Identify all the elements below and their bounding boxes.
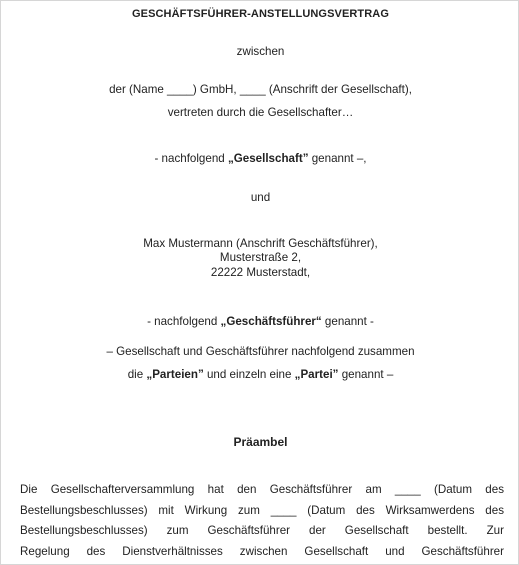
party2-name: Max Mustermann (Anschrift Geschäftsführer), <box>143 237 378 250</box>
party1-ref-prefix: - nachfolgend <box>154 152 228 165</box>
preamble-paragraph <box>20 480 504 562</box>
party2-ref-term: „Geschäftsführer“ <box>220 315 322 328</box>
and-text: und <box>250 191 271 204</box>
joint-prefix: die <box>127 368 147 381</box>
preamble-line: Die Gesellschafterversammlung hat den Geschäftsführer am ____ (Datum des <box>20 483 504 496</box>
document-title: GESCHÄFTSFÜHRER-ANSTELLUNGSVERTRAG <box>131 8 389 20</box>
party2-city: 22222 Musterstadt, <box>210 266 311 279</box>
between-text: zwischen <box>236 45 285 58</box>
party2-ref-prefix: - nachfolgend <box>147 315 221 328</box>
party2-street: Musterstraße 2, <box>219 251 302 264</box>
preamble-line: Bestellungsbeschlusses) mit Wirkung zum ____ (Datum des Wirksamwerdens des <box>20 503 504 517</box>
partei-term: „Partei” <box>294 368 339 381</box>
joint-middle: und einzeln eine <box>203 368 295 381</box>
preamble-heading: Präambel <box>233 435 288 449</box>
party1-reference <box>1 151 519 166</box>
joint-line1: – Gesellschaft und Geschäftsführer nachfolgend zusammen <box>106 345 415 358</box>
joint-line2 <box>1 367 519 382</box>
preamble-line: Regelung des Dienstverhältnisses zwischen Gesellschaft und Geschäftsführer <box>20 544 504 558</box>
joint-suffix: genannt – <box>338 368 394 381</box>
preamble-line: Bestellungsbeschlusses) zum Geschäftsführer der Gesellschaft bestellt. Zur <box>20 524 504 537</box>
party2-reference <box>1 314 519 329</box>
party1-ref-suffix: genannt –, <box>308 152 367 165</box>
party1-ref-term: „Gesellschaft” <box>227 152 309 165</box>
party2-ref-suffix: genannt - <box>321 315 374 328</box>
party1-line2: vertreten durch die Gesellschafter… <box>167 106 354 119</box>
party1-line1: der (Name ____) GmbH, ____ (Anschrift der Gesellschaft), <box>109 83 412 96</box>
parteien-term: „Parteien” <box>146 368 204 381</box>
